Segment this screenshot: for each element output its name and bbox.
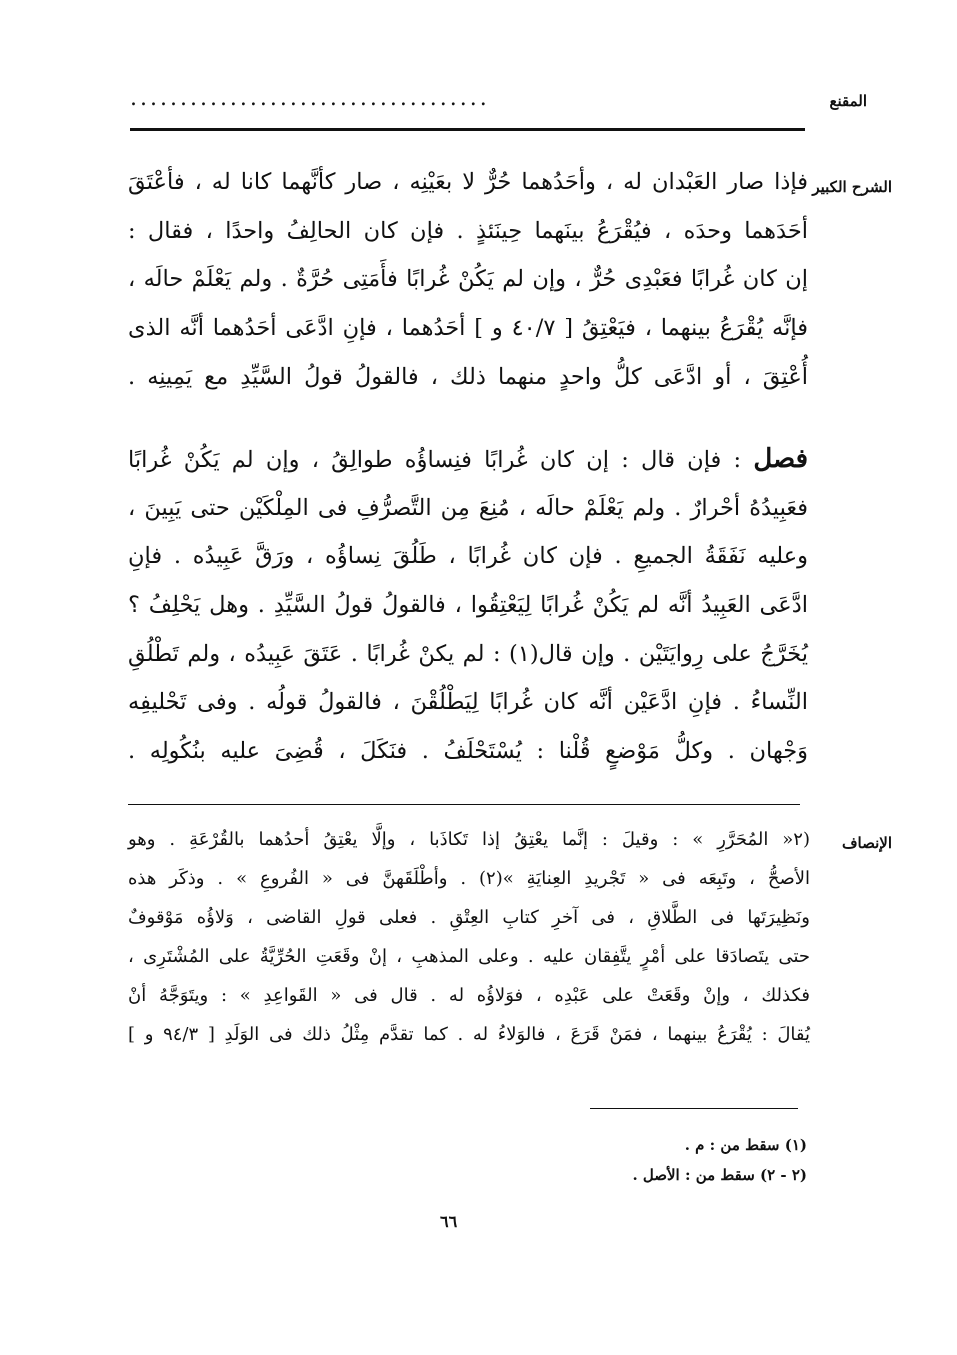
header-dotted-line: .................................... xyxy=(130,86,490,111)
fasl-heading: فصل xyxy=(753,444,808,474)
main-line: إن كان غُرابًا فعَبْدِى حُرٌّ ، وإن لم يَكُنْ غُرابًا فأَمَتِى حُرَّةٌ . ولم يَعْلَمْ حالَه ، xyxy=(128,266,808,293)
main-line: النِّساءُ . فإنِ ادَّعَيْن أنَّه كان غُرابًا لِيَطْلُقْنَ ، فالقولُ قولُه . وفى تَحْليفِه xyxy=(128,689,808,716)
main-line: وَجْهان . وكلُّ مَوْضعٍ قُلْنا : يُسْتَحْلَفُ . فنَكَلَ ، قُضِىَ عليه بنُكُولِه . xyxy=(128,738,808,765)
insaf-paragraph xyxy=(128,820,810,1054)
section-divider xyxy=(128,804,800,805)
main-line: ادَّعَى العَبِيدُ أنَّه لم يَكُنْ غُرابًا لِيَعْتِقُوا ، فالقولُ قولُ السَّيِّدِ . وهل يَحْلِفُ ؟ xyxy=(128,592,808,619)
section-label-sharh: الشرح الكبير xyxy=(812,178,892,196)
insaf-line: فكذلك ، وإنْ وقَعَتْ على عَبْدِه ، فوَلاؤُه له . قال فى « القَواعِدِ » : ويتَوَجَّهُ أنْ xyxy=(128,985,810,1006)
main-line-rest: : فإن قال : إن كان غُرابًا فنِساؤُه طوالِقُ ، وإن لم يَكُنْ غُرابًا xyxy=(128,447,754,473)
main-line: فإذا صار العَبْدان له ، وأحَدُهما حُرٌّ لا بعَيْنِه ، صار كأنَّهما كانا له ، فأعْتَقَ xyxy=(128,169,808,195)
insaf-line: حتى يتَصادَقا على أمْرٍ يتَّفِقان عليه . وعلى المذهبِ ، إنْ وقَعَتِ الحُرِّيَّةُ على المُشْتَرِى ، xyxy=(128,946,810,967)
footnote-1: (١) سقط من : م . xyxy=(684,1136,807,1154)
insaf-line: يُقالَ : يُقْرَعُ بينهما ، فمَنْ قَرَعَ ، فالوَلاءُ له . كما تقدَّم مِثْلُ ذلك فى الوَلَدِ [ ٩٤/٣ و ] xyxy=(128,1024,810,1045)
main-line: وعليه نَفَقَةُ الجميعِ . فإن كان غُرابًا ، طَلُقَ نِساؤُه ، ورَقَّ عَبِيدُه . فإنِ xyxy=(128,543,808,570)
book-title: المقنع xyxy=(829,92,867,110)
main-paragraph-1 xyxy=(128,158,808,401)
main-line: يُخَرَّجُ على رِوايَتَيْن . وإن قال(١) : لم يكنْ غُرابًا . عَتَقَ عَبِيدُه ، ولم تَطْلُقِ xyxy=(128,640,809,667)
section-label-insaf: الإنصاف xyxy=(841,834,892,852)
insaf-line: الأصحُّ ، وتَبِعَه فى « تَجْريدِ العِنايَةِ »(٢) . وأطْلَقَهنَّ فى « الفُروعِ » . وذكَر هذه xyxy=(128,868,810,889)
page-number: ٦٦ xyxy=(440,1212,458,1231)
insaf-line: (٢« المُحَرَّرِ » : وقيلَ : إنَّما يعْتِقُ إذا تَكاذَبا ، وإلَّا يعْتِقُ أحدُهما بالقُرْعَةِ . وهو xyxy=(128,829,810,850)
insaf-line: ونَظِيرَتَها فى الطَّلاقِ ، فى آخرِ كتابِ العِتْقِ . فعلى قولِ القاضى ، وَلاؤُه مَوْقوفٌ xyxy=(128,907,810,928)
main-line: فعَبِيدُهُ أحْرارٌ . ولم يَعْلَمْ حالَه ، مُنِعَ مِن التَّصرُّفِ فى المِلْكَيْن حتى يَبِينَ ، xyxy=(128,494,808,521)
footnote-2: (٢ - ٢) سقط من : الأصل . xyxy=(632,1166,807,1184)
main-line: أحَدَهما وحدَه ، فيُقْرَعُ بينَهما حِينَئذٍ . فإن كان الحالِفُ واحدًا ، فقال : xyxy=(128,217,808,244)
main-paragraph-2 xyxy=(128,435,808,776)
header-rule xyxy=(130,128,805,131)
main-line-first xyxy=(128,435,808,484)
footnote-divider xyxy=(590,1108,798,1109)
main-line: أُعْتِقَ ، أو ادَّعَى كلُّ واحدٍ منهما ذلك ، فالقولُ قولُ السَّيِّدِ مع يَمِينِه . xyxy=(128,363,808,390)
main-line: فإنَّه يُقْرَعُ بينهما ، فيَعْتِقُ [ ٤٠/٧ و ] أحَدُهما ، فإنِ ادَّعَى أحَدُهما أنَّه الذى xyxy=(128,315,808,342)
